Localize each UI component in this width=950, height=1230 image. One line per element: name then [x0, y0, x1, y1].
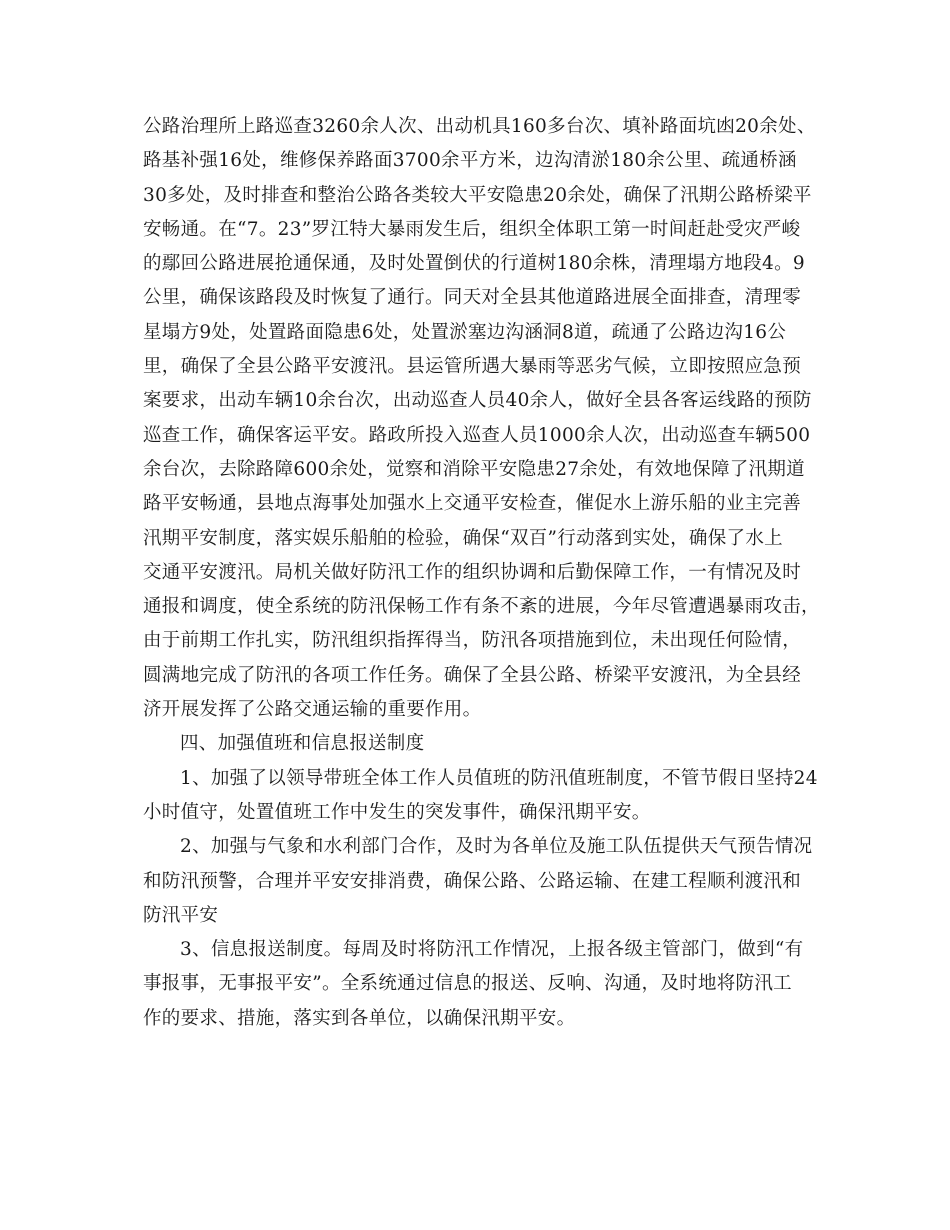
body-text-line: 济开展发挥了公路交通运输的重要作用。 — [143, 699, 482, 721]
body-text-line: 30多处，及时排查和整治公路各类较大平安隐患20余处，确保了汛期公路桥梁平 — [143, 184, 812, 206]
list-item-line: 1、加强了以领导带班全体工作人员值班的防汛值班制度，不管节假日坚持24 — [180, 767, 818, 789]
body-text-line: 安畅通。在“7。23”罗江特大暴雨发生后，组织全体职工第一时间赶赴受灾严峻 — [143, 218, 801, 240]
body-text-line: 的鄢回公路进展抢通保通，及时处置倒伏的行道树180余株，清理塌方地段4。9 — [143, 253, 805, 275]
body-text-line: 圆满地完成了防汛的各项工作任务。确保了全县公路、桥梁平安渡汛，为全县经 — [143, 664, 802, 686]
list-item-line: 和防汛预警，合理并平安安排消费，确保公路、公路运输、在建工程顺利渡汛和 — [143, 870, 802, 892]
body-text-line: 由于前期工作扎实，防汛组织指挥得当，防汛各项措施到位，未出现任何险情， — [143, 630, 802, 652]
body-text-line: 案要求，出动车辆10余台次，出动巡查人员40余人，做好全县各客运线路的预防 — [143, 390, 812, 412]
body-text-line: 巡查工作，确保客运平安。路政所投入巡查人员1000余人次，出动巡查车辆500 — [143, 424, 811, 446]
document-body — [143, 110, 820, 1036]
body-text-line: 通报和调度，使全系统的防汛保畅工作有条不紊的进展，今年尽管遭遇暴雨攻击， — [143, 596, 820, 618]
list-item-line: 2、加强与气象和水利部门合作，及时为各单位及施工队伍提供天气预告情况 — [180, 836, 813, 858]
body-text-line: 路基补强16处，维修保养路面3700余平方米，边沟清淤180余公里、疏通桥涵 — [143, 150, 797, 172]
body-text-line: 公路治理所上路巡查3260余人次、出动机具160多台次、填补路面坑凼20余处、 — [143, 116, 816, 137]
list-item-line: 作的要求、措施，落实到各单位，以确保汛期平安。 — [143, 1007, 576, 1029]
body-text-line: 余台次，去除路障600余处，觉察和消除平安隐患27余处，有效地保障了汛期道 — [143, 458, 805, 480]
body-text-line: 公里，确保该路段及时恢复了通行。同天对全县其他道路进展全面排查，清理零 — [143, 287, 802, 309]
list-item-line: 小时值守，处置值班工作中发生的突发事件，确保汛期平安。 — [143, 801, 651, 823]
list-item-line: 防汛平安 — [143, 904, 219, 926]
body-text-line: 星塌方9处，处置路面隐患6处，处置淤塞边沟涵洞8道，疏通了公路边沟16公 — [143, 321, 787, 343]
list-item-line: 事报事，无事报平安”。全系统通过信息的报送、反响、沟通，及时地将防汛工 — [143, 973, 792, 995]
section-heading: 四、加强值班和信息报送制度 — [180, 733, 425, 755]
body-text-line: 路平安畅通，县地点海事处加强水上交通平安检查，催促水上游乐船的业主完善 — [143, 493, 802, 515]
body-text-line: 交通平安渡汛。局机关做好防汛工作的组织协调和后勤保障工作，一有情况及时 — [143, 561, 802, 583]
list-item-line: 3、信息报送制度。每周及时将防汛工作情况，上报各级主管部门，做到“有 — [180, 939, 804, 961]
body-text-line: 汛期平安制度，落实娱乐船舶的检验，确保“双百”行动落到实处，确保了水上 — [143, 527, 783, 549]
body-text-line: 里，确保了全县公路平安渡汛。县运管所遇大暴雨等恶劣气候，立即按照应急预 — [143, 356, 802, 378]
